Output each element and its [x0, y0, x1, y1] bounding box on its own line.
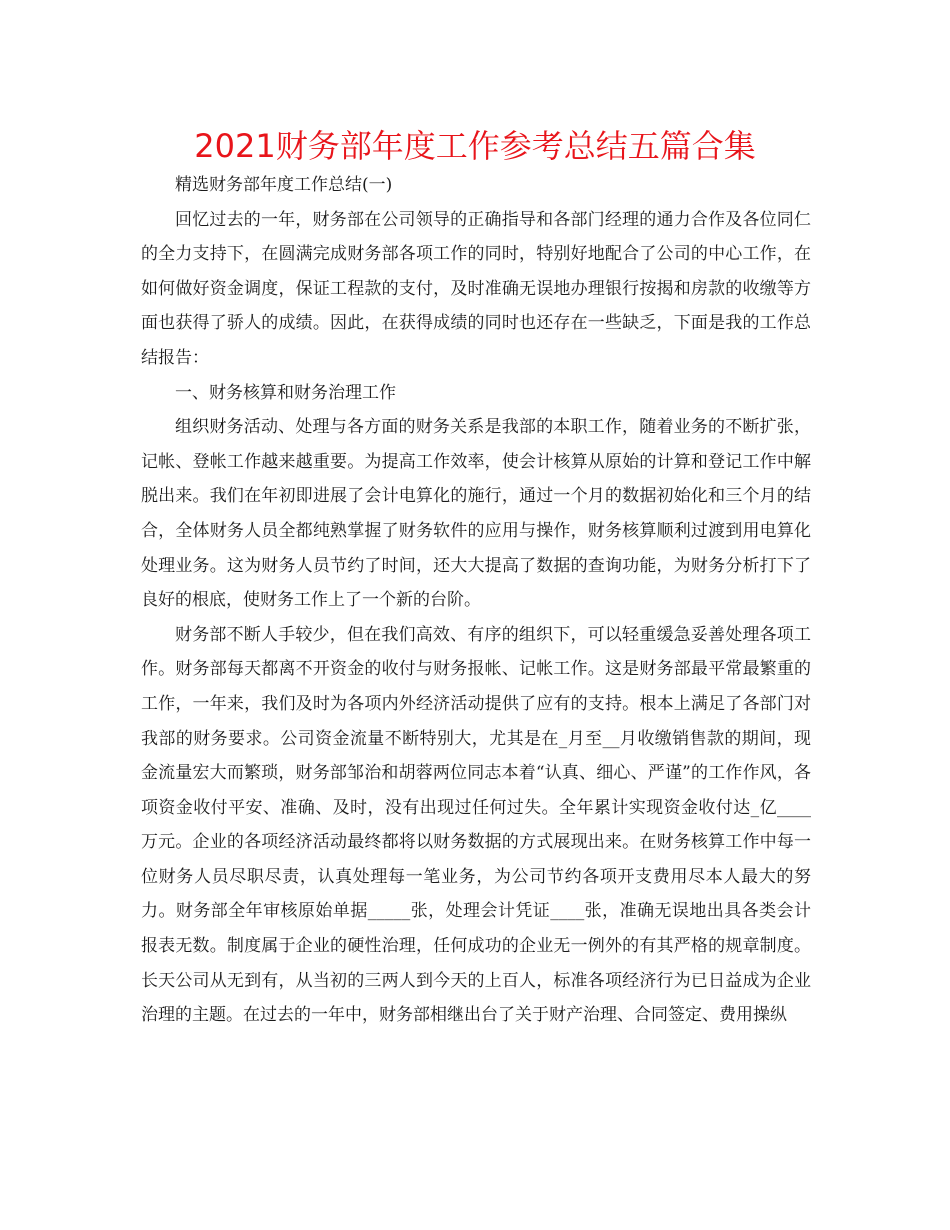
paragraph: 组织财务活动、处理与各方面的财务关系是我部的本职工作，随着业务的不断扩张，记帐、登帐工作越来越重要。为提高工作效率，使会计核算从原始的计算和登记工作中解脱出来。我们在年初即进展了会计电算化的施行，通过一个月的数据初始化和三个月的结合，全体财务人员全都纯熟掌握了财务软件的应用与操作，财务核算顺利过渡到用电算化处理业务。这为财务人员节约了时间，还大大提高了数据的查询功能，为财务分析打下了良好的根底，使财务工作上了一个新的台阶。 [141, 417, 811, 611]
document-body [141, 168, 811, 1033]
section-heading: 一、财务核算和财务治理工作 [175, 382, 396, 403]
document-title: 2021财务部年度工作参考总结五篇合集 [194, 127, 756, 165]
section-subtitle: 精选财务部年度工作总结(一) [175, 175, 393, 195]
paragraph: 财务部不断人手较少，但在我们高效、有序的组织下，可以轻重缓急妥善处理各项工作。财务部每天都离不开资金的收付与财务报帐、记帐工作。这是财务部最平常最繁重的工作，一年来，我们及时为各项内外经济活动提供了应有的支持。根本上满足了各部门对我部的财务要求。公司资金流量不断特别大，尤其是在_月至__月收缴销售款的期间，现金流量宏大而繁琐，财务部邹治和胡蓉两位同志本着“认真、细心、严谨”的工作作风，各项资金收付平安、准确、及时，没有出现过任何过失。全年累计实现资金收付达_亿____万元。企业的各项经济活动最终都将以财务数据的方式展现出来。在财务核算工作中每一位财务人员尽职尽责，认真处理每一笔业务，为公司节约各项开支费用尽本人最大的努力。财务部全年审核原始单据_____张，处理会计凭证____张，准确无误地出具各类会计报表无数。制度属于企业的硬性治理，任何成功的企业无一例外的有其严格的规章制度。长天公司从无到有，从当初的三两人到今天的上百人，标准各项经济行为已日益成为企业治理的主题。在过去的一年中，财务部相继出台了关于财产治理、合同签定、费用操纵 [141, 624, 811, 1026]
paragraph: 回忆过去的一年，财务部在公司领导的正确指导和各部门经理的通力合作及各位同仁的全力支持下，在圆满完成财务部各项工作的同时，特别好地配合了公司的中心工作，在如何做好资金调度，保证工程款的支付，及时准确无误地办理银行按揭和房款的收缴等方面也获得了骄人的成绩。因此，在获得成绩的同时也还存在一些缺乏，下面是我的工作总结报告： [141, 209, 811, 368]
